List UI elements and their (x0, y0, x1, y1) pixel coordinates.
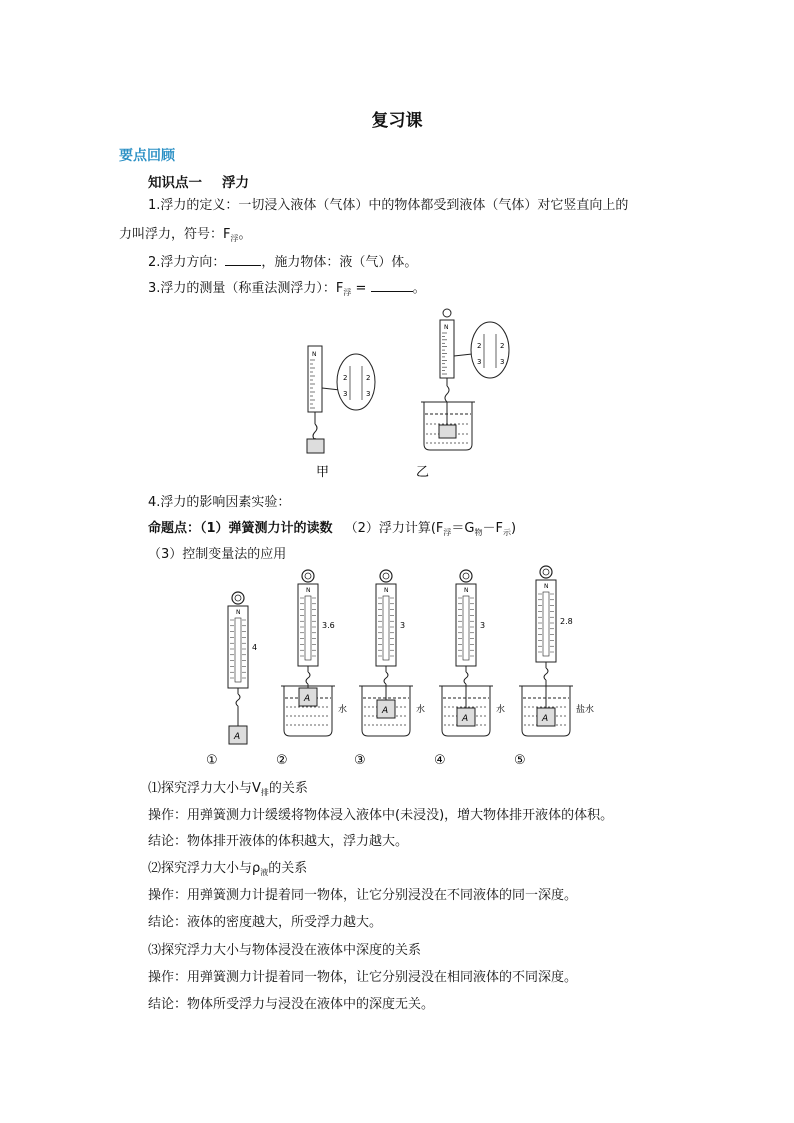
subscript: 液 (260, 868, 269, 877)
scale-unit-label: N (312, 351, 317, 358)
exp2-conclusion: 结论：液体的密度越大，所受浮力越大。 (148, 915, 383, 930)
subscript: 物 (474, 528, 483, 537)
scale-reading: 2.8 (560, 617, 573, 626)
figure-label-yi: 乙 (416, 465, 430, 480)
scale-reading: 3 (480, 621, 486, 630)
scale-ring (232, 592, 244, 604)
object-label: A (382, 706, 389, 716)
setup-number: ⑤ (514, 753, 526, 768)
experiment-setup-2 (276, 570, 347, 768)
factors-line: 4.浮力的影响因素实验： (148, 495, 291, 510)
zoom-tick: 2 (500, 342, 505, 350)
zoom-tick: 3 (500, 358, 505, 366)
scale-unit-label: N (444, 324, 449, 331)
exp3-operation: 操作：用弹簧测力计提着同一物体，让它分别浸没在相同液体的不同深度。 (148, 970, 578, 985)
object-label: A (462, 714, 469, 724)
exp2-heading-end: 的关系 (268, 861, 308, 876)
zoom-bubble (471, 322, 509, 378)
subscript: 排 (260, 788, 269, 797)
figure-experiment-series (190, 568, 610, 768)
topic-2-end: ) (510, 521, 517, 536)
topic-3-line: （3）控制变量法的应用 (148, 547, 287, 562)
liquid-label: 水 (338, 705, 348, 715)
definition-end: 。 (238, 227, 252, 242)
direction-blank[interactable] (225, 252, 261, 266)
topic-line (148, 519, 516, 540)
zoom-tick: 3 (477, 358, 482, 366)
experiment-setup-4 (434, 570, 505, 768)
measure-label: 3.浮力的测量（称重法测浮力）：F (148, 281, 344, 296)
spring-scale-jia (307, 346, 375, 453)
topic-label: 命题点： (148, 521, 201, 536)
weight-block (307, 439, 324, 453)
measure-equals: = (351, 281, 371, 296)
figure-label-jia: 甲 (316, 465, 330, 480)
subscript: 浮 (230, 234, 239, 243)
liquid-label: 盐水 (576, 705, 595, 715)
topic-2: （2）浮力计算(F (344, 521, 444, 536)
exp1-heading-text: ⑴探究浮力大小与V (148, 781, 261, 796)
exp2-heading-text: ⑵探究浮力大小与ρ (148, 861, 261, 876)
topic-1: （1）弹簧测力计的读数 (200, 521, 333, 536)
experiment-setup-1 (206, 592, 257, 768)
zoom-tick: 2 (343, 374, 348, 382)
direction-line (148, 252, 417, 273)
knowledge-point-name: 浮力 (222, 175, 249, 191)
setup-number: ① (206, 753, 218, 768)
exp1-heading (148, 779, 308, 800)
scale-unit-label: N (544, 583, 549, 590)
scale-unit-label: N (236, 609, 241, 616)
zoom-tick: 3 (343, 390, 348, 398)
zoom-tick: 2 (477, 342, 482, 350)
scale-unit-label: N (464, 587, 469, 594)
figure-jia-yi (290, 308, 530, 488)
scale-reading: 4 (252, 643, 258, 652)
exp1-heading-end: 的关系 (268, 781, 308, 796)
scale-reading: 3.6 (322, 621, 335, 630)
scale-unit-label: N (306, 587, 311, 594)
scale-ring (380, 570, 392, 582)
setup-number: ④ (434, 753, 446, 768)
scale-ring (302, 570, 314, 582)
scale-reading: 3 (400, 621, 406, 630)
page-title: 复习课 (371, 111, 423, 131)
knowledge-point-heading (148, 171, 249, 191)
zoom-tick: 2 (366, 374, 371, 382)
topic-2-part: －F (482, 521, 503, 536)
spring-scale-yi (421, 309, 509, 450)
section-heading: 要点回顾 (119, 148, 175, 164)
direction-rest: ，施力物体：液（气）体。 (261, 255, 418, 270)
definition-line-1: 1.浮力的定义：一切浸入液体（气体）中的物体都受到液体（气体）对它竖直向上的 (148, 198, 629, 213)
zoom-tick: 3 (366, 390, 371, 398)
object-label: A (304, 694, 311, 704)
scale-unit-label: N (384, 587, 389, 594)
knowledge-point-label: 知识点一 (148, 175, 202, 191)
topic-2-part: ＝G (451, 521, 475, 536)
subscript: 示 (502, 528, 511, 537)
exp1-conclusion: 结论：物体排开液体的体积越大，浮力越大。 (148, 834, 409, 849)
liquid-label: 水 (416, 705, 426, 715)
subscript: 浮 (443, 528, 452, 537)
object-label: A (542, 714, 549, 724)
experiment-setup-3 (354, 570, 425, 768)
scale-ring (460, 570, 472, 582)
scale-ring (540, 566, 552, 578)
subscript: 浮 (343, 288, 352, 297)
setup-number: ③ (354, 753, 366, 768)
weight-block (439, 425, 456, 438)
definition-line-2 (119, 225, 252, 246)
definition-text: 力叫浮力，符号：F (119, 227, 231, 242)
exp3-heading: ⑶探究浮力大小与物体浸没在液体中深度的关系 (148, 943, 422, 958)
exp3-conclusion: 结论：物体所受浮力与浸没在液体中的深度无关。 (148, 997, 435, 1012)
setup-number: ② (276, 753, 288, 768)
measure-blank[interactable] (371, 278, 413, 292)
measure-end: 。 (412, 281, 426, 296)
zoom-bubble (337, 354, 375, 410)
measure-line (148, 278, 426, 300)
direction-label: 2.浮力方向： (148, 255, 226, 270)
object-label: A (234, 732, 241, 742)
exp2-operation: 操作：用弹簧测力计提着同一物体，让它分别浸没在不同液体的同一深度。 (148, 888, 578, 903)
exp2-heading (148, 859, 307, 880)
exp1-operation: 操作：用弹簧测力计缓缓将物体浸入液体中(未浸没)，增大物体排开液体的体积。 (148, 808, 614, 823)
liquid-label: 水 (496, 705, 506, 715)
experiment-setup-5 (514, 566, 594, 768)
